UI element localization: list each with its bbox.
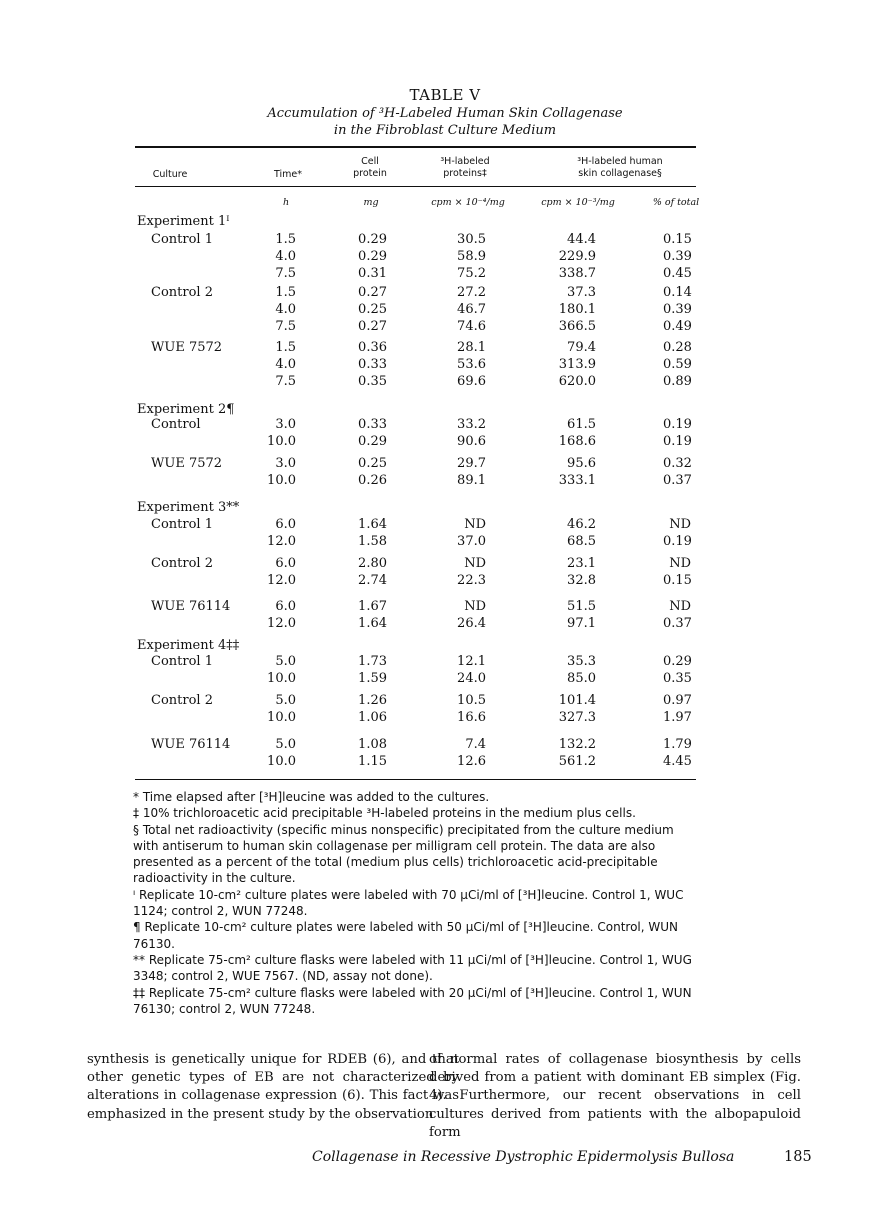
collagenase-cpm-cell: 68.5 xyxy=(567,534,596,550)
cell-protein-cell: 2.80 xyxy=(358,556,387,571)
culture-name-cell: Control xyxy=(151,417,201,432)
percent-total-cell: ND xyxy=(669,599,691,614)
header-cell-protein-line2: protein xyxy=(353,168,387,179)
cell-protein-cell: 1.73 xyxy=(358,654,387,669)
table-row xyxy=(0,693,890,710)
percent-total-cell: 0.28 xyxy=(663,340,692,355)
experiment-label: Experiment 2¶ xyxy=(137,402,235,417)
collagenase-cpm-cell: 101.4 xyxy=(558,693,596,708)
table-row xyxy=(0,434,890,451)
unit-labeled: cpm × 10⁻⁴/mg xyxy=(431,197,505,208)
culture-name-cell: WUE 76114 xyxy=(151,599,231,614)
table-top-rule xyxy=(135,146,696,148)
header-rule xyxy=(135,186,696,187)
collagenase-cpm-cell: 61.5 xyxy=(567,417,596,432)
time-cell: 10.0 xyxy=(267,473,296,489)
collagenase-cpm-cell: 95.6 xyxy=(567,456,596,471)
cell-protein-cell: 1.67 xyxy=(358,599,387,614)
table-row xyxy=(0,754,890,771)
labeled-proteins-cell: 89.1 xyxy=(457,473,486,489)
table-row xyxy=(0,357,890,374)
labeled-proteins-cell: 37.0 xyxy=(457,534,486,550)
caption-line-2: in the Fibroblast Culture Medium xyxy=(333,123,557,138)
header-culture: Culture xyxy=(152,169,188,180)
percent-total-cell: 4.45 xyxy=(663,754,692,770)
collagenase-cpm-cell: 97.1 xyxy=(567,616,596,632)
labeled-proteins-cell: 75.2 xyxy=(457,266,486,282)
percent-total-cell: 0.35 xyxy=(663,671,692,687)
percent-total-cell: 0.19 xyxy=(663,417,692,432)
cell-protein-cell: 1.58 xyxy=(358,534,387,550)
experiment-label: Experiment 3** xyxy=(137,500,240,515)
labeled-proteins-cell: 7.4 xyxy=(465,737,486,752)
percent-total-cell: 0.39 xyxy=(663,302,692,318)
table-row xyxy=(0,671,890,688)
collagenase-cpm-cell: 333.1 xyxy=(558,473,596,489)
labeled-proteins-cell: ND xyxy=(464,517,486,532)
table-row xyxy=(0,319,890,336)
body-text-left-column: synthesis is genetically unique for RDEB (6), and that other genetic types of EB are not characterized by alterations in collagenase expression (6). This fact was emphasized in the present study by the observation xyxy=(87,1052,459,1122)
table-row xyxy=(0,473,890,490)
time-cell: 5.0 xyxy=(275,693,296,708)
collagenase-cpm-cell: 44.4 xyxy=(567,232,596,247)
header-cell-protein-line1: Cell xyxy=(361,156,379,167)
header-collagenase-line2: skin collagenase§ xyxy=(578,168,662,179)
collagenase-cpm-cell: 366.5 xyxy=(558,319,596,335)
cell-protein-cell: 0.27 xyxy=(358,285,387,300)
footnote: § Total net radioactivity (specific minus nonspecific) precipitated from the culture medium with antiserum to human skin collagenase per milligram cell protein. The data are also presented as a percent of the total (medium plus cells) trichloroacetic acid-precipitable radioactivity in the culture. xyxy=(133,822,674,886)
percent-total-cell: 0.37 xyxy=(663,616,692,632)
cell-protein-cell: 1.64 xyxy=(358,517,387,532)
collagenase-cpm-cell: 51.5 xyxy=(567,599,596,614)
culture-name-cell: Control 1 xyxy=(151,517,213,532)
footnote: ¶ Replicate 10-cm² culture plates were labeled with 50 μCi/ml of [³H]leucine. Control, WUN 76130. xyxy=(133,920,679,951)
percent-total-cell: 0.32 xyxy=(663,456,692,471)
experiment-label: Experiment 1ᴵ xyxy=(137,214,230,229)
table-row xyxy=(0,302,890,319)
table-row xyxy=(0,556,890,573)
collagenase-cpm-cell: 229.9 xyxy=(558,249,596,265)
time-cell: 7.5 xyxy=(275,319,296,335)
cell-protein-cell: 1.08 xyxy=(358,737,387,752)
labeled-proteins-cell: 28.1 xyxy=(457,340,486,355)
table-row xyxy=(0,456,890,473)
culture-name-cell: Control 2 xyxy=(151,693,213,708)
labeled-proteins-cell: 33.2 xyxy=(457,417,486,432)
labeled-proteins-cell: 30.5 xyxy=(457,232,486,247)
collagenase-cpm-cell: 132.2 xyxy=(558,737,596,752)
percent-total-cell: 0.45 xyxy=(663,266,692,282)
culture-name-cell: WUE 7572 xyxy=(151,456,223,471)
labeled-proteins-cell: 10.5 xyxy=(457,693,486,708)
table-row xyxy=(0,534,890,551)
table-row xyxy=(0,616,890,633)
cell-protein-cell: 2.74 xyxy=(358,573,387,589)
table-row xyxy=(0,374,890,391)
percent-total-cell: 0.19 xyxy=(663,534,692,550)
labeled-proteins-cell: 58.9 xyxy=(457,249,486,265)
collagenase-cpm-cell: 168.6 xyxy=(558,434,596,450)
collagenase-cpm-cell: 561.2 xyxy=(558,754,596,770)
time-cell: 3.0 xyxy=(275,417,296,432)
time-cell: 7.5 xyxy=(275,374,296,390)
table-row xyxy=(0,417,890,434)
table-row xyxy=(0,232,890,249)
percent-total-cell: 0.59 xyxy=(663,357,692,373)
header-collagenase xyxy=(560,156,680,180)
body-text-right-column: of normal rates of collagenase biosynthesis by cells derived from a patient with dominant EB simplex (Fig. 4). Furthermore, our recent observations in cell cultures derived from patients with the albopapuloid form xyxy=(429,1052,801,1140)
header-labeled-proteins xyxy=(425,156,505,180)
collagenase-cpm-cell: 85.0 xyxy=(567,671,596,687)
percent-total-cell: 0.14 xyxy=(663,285,692,300)
header-cell-protein xyxy=(340,156,400,180)
culture-name-cell: WUE 7572 xyxy=(151,340,223,355)
table-row xyxy=(0,340,890,357)
experiment-label: Experiment 4‡‡ xyxy=(137,638,240,653)
cell-protein-cell: 1.64 xyxy=(358,616,387,632)
percent-total-cell: 0.29 xyxy=(663,654,692,669)
percent-total-cell: 1.79 xyxy=(663,737,692,752)
labeled-proteins-cell: 27.2 xyxy=(457,285,486,300)
table-row xyxy=(0,654,890,671)
culture-name-cell: Control 2 xyxy=(151,556,213,571)
cell-protein-cell: 1.26 xyxy=(358,693,387,708)
page-number: 185 xyxy=(784,1149,812,1165)
cell-protein-cell: 0.36 xyxy=(358,340,387,355)
percent-total-cell: 0.39 xyxy=(663,249,692,265)
percent-total-cell: 1.97 xyxy=(663,710,692,726)
percent-total-cell: ND xyxy=(669,517,691,532)
labeled-proteins-cell: 12.6 xyxy=(457,754,486,770)
header-labeled-line1: ³H-labeled xyxy=(440,156,490,167)
time-cell: 12.0 xyxy=(267,616,296,632)
cell-protein-cell: 0.29 xyxy=(358,232,387,247)
cell-protein-cell: 0.29 xyxy=(358,249,387,265)
unit-time: h xyxy=(282,197,290,208)
header-collagenase-line1: ³H-labeled human xyxy=(577,156,663,167)
labeled-proteins-cell: 29.7 xyxy=(457,456,486,471)
culture-name-cell: Control 1 xyxy=(151,654,213,669)
collagenase-cpm-cell: 23.1 xyxy=(567,556,596,571)
collagenase-cpm-cell: 327.3 xyxy=(558,710,596,726)
cell-protein-cell: 0.25 xyxy=(358,302,387,318)
labeled-proteins-cell: 74.6 xyxy=(457,319,486,335)
labeled-proteins-cell: 46.7 xyxy=(457,302,486,318)
footnote: ᴵ Replicate 10-cm² culture plates were labeled with 70 μCi/ml of [³H]leucine. Control 1, WUC 1124; control 2, WUN 77248. xyxy=(133,887,684,919)
table-row xyxy=(0,573,890,590)
time-cell: 1.5 xyxy=(275,340,296,355)
labeled-proteins-cell: 24.0 xyxy=(457,671,486,687)
cell-protein-cell: 0.27 xyxy=(358,319,387,335)
time-cell: 3.0 xyxy=(275,456,296,471)
time-cell: 12.0 xyxy=(267,573,296,589)
labeled-proteins-cell: ND xyxy=(464,599,486,614)
collagenase-cpm-cell: 35.3 xyxy=(567,654,596,669)
footnote: ‡‡ Replicate 75-cm² culture flasks were labeled with 20 μCi/ml of [³H]leucine. Control 1, WUN 76130; control 2, WUN 77248. xyxy=(133,985,692,1016)
cell-protein-cell: 0.33 xyxy=(358,417,387,432)
footnote: ‡ 10% trichloroacetic acid precipitable ³H-labeled proteins in the medium plus cells. xyxy=(133,806,636,821)
labeled-proteins-cell: ND xyxy=(464,556,486,571)
cell-protein-cell: 0.26 xyxy=(358,473,387,489)
table-row xyxy=(0,285,890,302)
collagenase-cpm-cell: 313.9 xyxy=(558,357,596,373)
time-cell: 4.0 xyxy=(275,249,296,265)
caption-line-1: Accumulation of ³H-Labeled Human Skin Collagenase xyxy=(267,106,623,121)
labeled-proteins-cell: 12.1 xyxy=(457,654,486,669)
cell-protein-cell: 1.59 xyxy=(358,671,387,687)
table-title: TABLE V xyxy=(409,86,481,104)
labeled-proteins-cell: 69.6 xyxy=(457,374,486,390)
table-row xyxy=(0,517,890,534)
percent-total-cell: ND xyxy=(669,556,691,571)
collagenase-cpm-cell: 32.8 xyxy=(567,573,596,589)
table-row xyxy=(0,249,890,266)
time-cell: 4.0 xyxy=(275,302,296,318)
culture-name-cell: WUE 76114 xyxy=(151,737,231,752)
time-cell: 7.5 xyxy=(275,266,296,282)
time-cell: 6.0 xyxy=(275,517,296,532)
time-cell: 4.0 xyxy=(275,357,296,373)
collagenase-cpm-cell: 620.0 xyxy=(558,374,596,390)
cell-protein-cell: 1.06 xyxy=(358,710,387,726)
time-cell: 5.0 xyxy=(275,737,296,752)
percent-total-cell: 0.19 xyxy=(663,434,692,450)
time-cell: 10.0 xyxy=(267,434,296,450)
time-cell: 10.0 xyxy=(267,710,296,726)
footnote: * Time elapsed after [³H]leucine was added to the cultures. xyxy=(133,790,490,804)
unit-percent: % of total xyxy=(652,197,700,208)
cell-protein-cell: 0.35 xyxy=(358,374,387,390)
time-cell: 6.0 xyxy=(275,599,296,614)
culture-name-cell: Control 2 xyxy=(151,285,213,300)
percent-total-cell: 0.97 xyxy=(663,693,692,708)
header-labeled-line2: proteins‡ xyxy=(443,168,487,179)
culture-name-cell: Control 1 xyxy=(151,232,213,247)
cell-protein-cell: 0.29 xyxy=(358,434,387,450)
cell-protein-cell: 1.15 xyxy=(358,754,387,770)
time-cell: 1.5 xyxy=(275,285,296,300)
collagenase-cpm-cell: 79.4 xyxy=(567,340,596,355)
labeled-proteins-cell: 16.6 xyxy=(457,710,486,726)
time-cell: 10.0 xyxy=(267,754,296,770)
labeled-proteins-cell: 90.6 xyxy=(457,434,486,450)
unit-protein: mg xyxy=(363,197,379,208)
header-time: Time* xyxy=(274,169,302,180)
cell-protein-cell: 0.25 xyxy=(358,456,387,471)
percent-total-cell: 0.49 xyxy=(663,319,692,335)
collagenase-cpm-cell: 46.2 xyxy=(567,517,596,532)
percent-total-cell: 0.89 xyxy=(663,374,692,390)
time-cell: 6.0 xyxy=(275,556,296,571)
collagenase-cpm-cell: 180.1 xyxy=(558,302,596,318)
labeled-proteins-cell: 26.4 xyxy=(457,616,486,632)
percent-total-cell: 0.15 xyxy=(663,573,692,589)
time-cell: 12.0 xyxy=(267,534,296,550)
collagenase-cpm-cell: 37.3 xyxy=(567,285,596,300)
labeled-proteins-cell: 53.6 xyxy=(457,357,486,373)
table-footnotes xyxy=(133,789,699,1017)
labeled-proteins-cell: 22.3 xyxy=(457,573,486,589)
table-row xyxy=(0,710,890,727)
table-row xyxy=(0,737,890,754)
time-cell: 5.0 xyxy=(275,654,296,669)
percent-total-cell: 0.15 xyxy=(663,232,692,247)
cell-protein-cell: 0.33 xyxy=(358,357,387,373)
footnote: ** Replicate 75-cm² culture flasks were labeled with 11 μCi/ml of [³H]leucine. Control 1, WUG 3348; control 2, WUE 7567. (ND, assay not done). xyxy=(133,952,692,984)
time-cell: 1.5 xyxy=(275,232,296,247)
table-row xyxy=(0,599,890,616)
cell-protein-cell: 0.31 xyxy=(358,266,387,282)
collagenase-cpm-cell: 338.7 xyxy=(558,266,596,282)
time-cell: 10.0 xyxy=(267,671,296,687)
table-caption xyxy=(0,105,890,139)
percent-total-cell: 0.37 xyxy=(663,473,692,489)
table-row xyxy=(0,266,890,283)
running-head: Collagenase in Recessive Dystrophic Epidermolysis Bullosa xyxy=(312,1149,735,1165)
table-bottom-rule xyxy=(135,779,696,780)
unit-collagenase: cpm × 10⁻³/mg xyxy=(541,197,615,208)
